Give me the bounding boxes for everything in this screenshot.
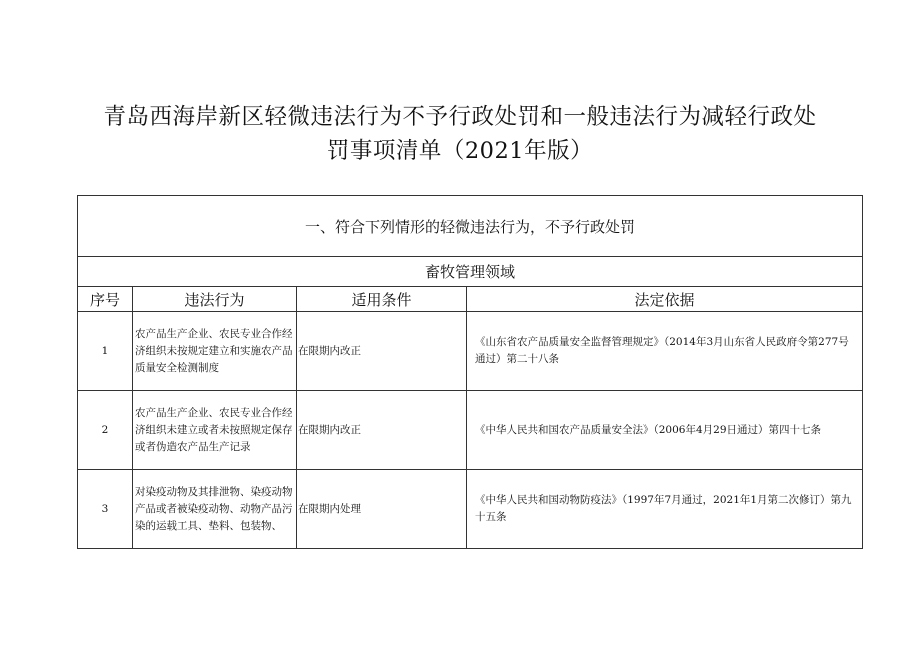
- column-header-act: 违法行为: [133, 287, 297, 312]
- legal-basis: 《山东省农产品质量安全监督管理规定》（2014年3月山东省人民政府令第277号通过）第二十八条: [467, 312, 863, 391]
- violation-act: 对染疫动物及其排泄物、染疫动物产品或者被染疫动物、动物产品污染的运载工具、垫料、包装物、: [133, 470, 297, 549]
- violation-act: 农产品生产企业、农民专业合作经济组织未建立或者未按照规定保存或者伪造农产品生产记录: [133, 391, 297, 470]
- violation-act: 农产品生产企业、农民专业合作经济组织未按规定建立和实施农产品质量安全检测制度: [133, 312, 297, 391]
- column-header-basis: 法定依据: [467, 287, 863, 312]
- column-header-condition: 适用条件: [297, 287, 467, 312]
- row-number: 2: [78, 391, 133, 470]
- table-row: [78, 391, 863, 470]
- column-header-no: 序号: [78, 287, 133, 312]
- domain-heading-row: [78, 257, 863, 287]
- row-number: 3: [78, 470, 133, 549]
- penalty-list-table: [77, 195, 863, 549]
- title-line-2: 罚事项清单（2021年版）: [326, 138, 594, 164]
- applicable-condition: 在限期内处理: [297, 470, 467, 549]
- table-row: [78, 312, 863, 391]
- section-heading-row: [78, 196, 863, 257]
- column-header-row: [78, 287, 863, 312]
- legal-basis: 《中华人民共和国动物防疫法》（1997年7月通过，2021年1月第二次修订）第九十五条: [467, 470, 863, 549]
- domain-heading: 畜牧管理领域: [78, 257, 863, 287]
- table-row: [78, 470, 863, 549]
- applicable-condition: 在限期内改正: [297, 312, 467, 391]
- legal-basis: 《中华人民共和国农产品质量安全法》（2006年4月29日通过）第四十七条: [467, 391, 863, 470]
- applicable-condition: 在限期内改正: [297, 391, 467, 470]
- row-number: 1: [78, 312, 133, 391]
- section-heading: 一、符合下列情形的轻微违法行为，不予行政处罚: [78, 196, 863, 257]
- title-line-1: 青岛西海岸新区轻微违法行为不予行政处罚和一般违法行为减轻行政处: [103, 104, 817, 130]
- document-title: [60, 100, 860, 168]
